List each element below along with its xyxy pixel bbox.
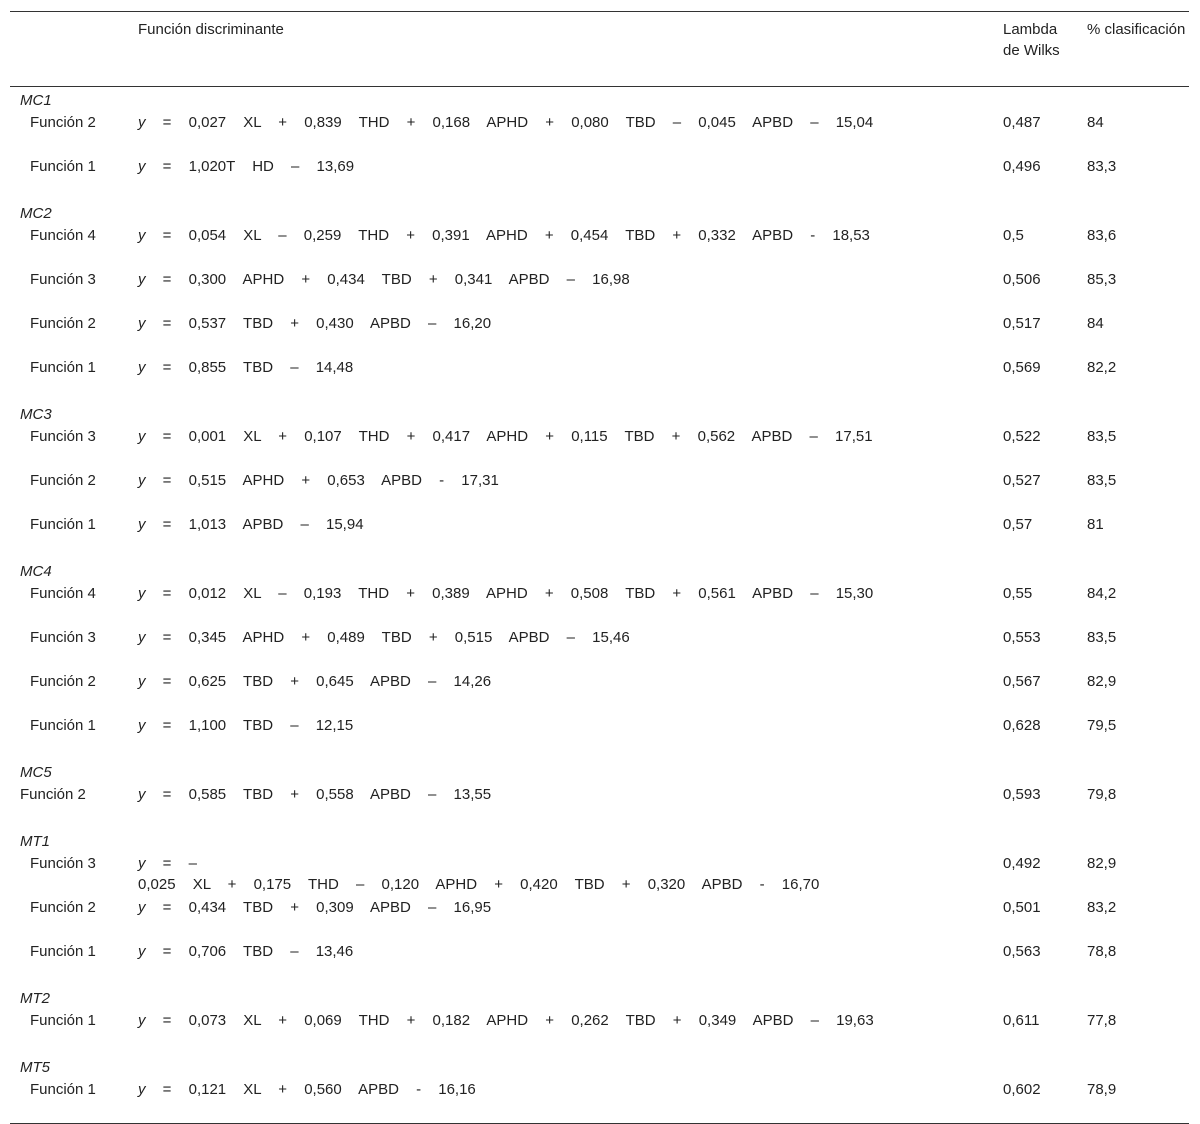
equation-cell	[128, 470, 993, 514]
group-label: MC4	[20, 563, 52, 580]
function-name: Función 1	[30, 516, 96, 533]
function-name: Función 2	[30, 315, 96, 332]
equation-text: = 0,027 XL + 0,839 THD + 0,168 APHD + 0,080 TBD – 0,045 APBD – 15,04	[162, 114, 874, 131]
classification-pct: 84	[1087, 114, 1104, 131]
table-row	[10, 269, 1189, 313]
function-name: Función 3	[30, 629, 96, 646]
y-symbol: y	[138, 629, 146, 646]
y-symbol: y	[138, 271, 146, 288]
equation-cell	[128, 853, 993, 897]
function-name: Función 2	[30, 899, 96, 916]
table-row	[10, 156, 1189, 200]
group-label: MC5	[20, 764, 52, 781]
classification-pct: 83,5	[1087, 629, 1117, 646]
equation-cell	[128, 897, 993, 941]
wilks-lambda: 0,527	[1003, 472, 1041, 489]
equation-cell	[128, 313, 993, 357]
y-symbol: y	[138, 899, 146, 916]
group-row	[10, 759, 1189, 784]
function-name: Función 3	[30, 855, 96, 872]
table-row	[10, 627, 1189, 671]
discriminant-table	[10, 11, 1189, 1124]
wilks-lambda: 0,55	[1003, 585, 1033, 602]
wilks-lambda: 0,57	[1003, 516, 1033, 533]
y-symbol: y	[138, 1012, 146, 1029]
classification-pct: 84,2	[1087, 585, 1117, 602]
wilks-lambda: 0,517	[1003, 315, 1041, 332]
group-label: MC2	[20, 205, 52, 222]
wilks-lambda: 0,611	[1003, 1012, 1040, 1029]
equation-text: = 0,300 APHD + 0,434 TBD + 0,341 APBD – 16,98	[162, 271, 630, 288]
equation-cell	[128, 357, 993, 401]
table-row	[10, 671, 1189, 715]
classification-pct: 85,3	[1087, 271, 1117, 288]
equation-text: = 0,121 XL + 0,560 APBD - 16,16	[162, 1081, 476, 1098]
table-row	[10, 715, 1189, 759]
equation-text: = 1,100 TBD – 12,15	[162, 717, 354, 734]
wilks-lambda: 0,487	[1003, 114, 1041, 131]
equation-cell	[128, 784, 993, 828]
table-row	[10, 514, 1189, 558]
wilks-lambda: 0,567	[1003, 673, 1041, 690]
classification-pct: 79,8	[1087, 786, 1117, 803]
wilks-lambda: 0,569	[1003, 359, 1041, 376]
group-row	[10, 828, 1189, 853]
group-row	[10, 200, 1189, 225]
y-symbol: y	[138, 472, 146, 489]
function-name: Función 3	[30, 428, 96, 445]
equation-text: = 0,054 XL – 0,259 THD + 0,391 APHD + 0,454 TBD + 0,332 APBD - 18,53	[162, 227, 870, 244]
function-name: Función 2	[20, 786, 86, 803]
equation-cell	[128, 112, 993, 156]
y-symbol: y	[138, 943, 146, 960]
classification-pct: 83,5	[1087, 428, 1117, 445]
table-row	[10, 583, 1189, 627]
table-row	[10, 941, 1189, 985]
group-row	[10, 401, 1189, 426]
function-name: Función 1	[30, 1081, 96, 1098]
equation-text: = 0,073 XL + 0,069 THD + 0,182 APHD + 0,262 TBD + 0,349 APBD – 19,63	[162, 1012, 874, 1029]
classification-pct: 83,2	[1087, 899, 1117, 916]
classification-pct: 84	[1087, 315, 1104, 332]
header-lambda: Lambda de Wilks	[993, 12, 1077, 87]
equation-cell	[128, 941, 993, 985]
classification-pct: 77,8	[1087, 1012, 1117, 1029]
group-label: MT5	[20, 1059, 50, 1076]
group-row	[10, 985, 1189, 1010]
function-name: Función 4	[30, 227, 96, 244]
table-row	[10, 313, 1189, 357]
classification-pct: 82,9	[1087, 855, 1117, 872]
table-row	[10, 1010, 1189, 1054]
classification-pct: 83,6	[1087, 227, 1117, 244]
classification-pct: 78,8	[1087, 943, 1117, 960]
equation-text: = 0,012 XL – 0,193 THD + 0,389 APHD + 0,508 TBD + 0,561 APBD – 15,30	[162, 585, 874, 602]
classification-pct: 83,5	[1087, 472, 1117, 489]
equation-cell	[128, 583, 993, 627]
classification-pct: 83,3	[1087, 158, 1117, 175]
equation-text: = 1,020T HD – 13,69	[162, 158, 355, 175]
equation-text: = – 0,025 XL + 0,175 THD – 0,120 APHD + 0,420 TBD + 0,320 APBD - 16,70	[138, 855, 820, 893]
function-name: Función 4	[30, 585, 96, 602]
group-row	[10, 1054, 1189, 1079]
wilks-lambda: 0,5	[1003, 227, 1024, 244]
equation-cell	[128, 627, 993, 671]
group-row	[10, 558, 1189, 583]
equation-text: = 1,013 APBD – 15,94	[162, 516, 364, 533]
classification-pct: 81	[1087, 516, 1104, 533]
group-label: MC1	[20, 92, 52, 109]
function-name: Función 1	[30, 717, 96, 734]
wilks-lambda: 0,593	[1003, 786, 1041, 803]
classification-pct: 82,2	[1087, 359, 1117, 376]
table-row	[10, 470, 1189, 514]
y-symbol: y	[138, 227, 146, 244]
wilks-lambda: 0,506	[1003, 271, 1041, 288]
equation-cell	[128, 225, 993, 269]
equation-text: = 0,345 APHD + 0,489 TBD + 0,515 APBD – 15,46	[162, 629, 630, 646]
y-symbol: y	[138, 428, 146, 445]
y-symbol: y	[138, 855, 146, 872]
equation-cell	[128, 1010, 993, 1054]
function-name: Función 2	[30, 673, 96, 690]
equation-cell	[128, 514, 993, 558]
y-symbol: y	[138, 585, 146, 602]
y-symbol: y	[138, 673, 146, 690]
group-label: MT2	[20, 990, 50, 1007]
y-symbol: y	[138, 114, 146, 131]
function-name: Función 1	[30, 359, 96, 376]
y-symbol: y	[138, 315, 146, 332]
equation-cell	[128, 156, 993, 200]
equation-cell	[128, 671, 993, 715]
function-name: Función 1	[30, 158, 96, 175]
classification-pct: 82,9	[1087, 673, 1117, 690]
group-label: MT1	[20, 833, 50, 850]
equation-cell	[128, 715, 993, 759]
equation-text: = 0,515 APHD + 0,653 APBD - 17,31	[162, 472, 499, 489]
classification-pct: 78,9	[1087, 1081, 1117, 1098]
y-symbol: y	[138, 516, 146, 533]
group-row	[10, 87, 1189, 113]
wilks-lambda: 0,553	[1003, 629, 1041, 646]
wilks-lambda: 0,492	[1003, 855, 1041, 872]
function-name: Función 1	[30, 1012, 96, 1029]
function-name: Función 2	[30, 472, 96, 489]
equation-cell	[128, 426, 993, 470]
header-equation: Función discriminante	[128, 12, 993, 87]
equation-text: = 0,001 XL + 0,107 THD + 0,417 APHD + 0,115 TBD + 0,562 APBD – 17,51	[162, 428, 873, 445]
y-symbol: y	[138, 717, 146, 734]
wilks-lambda: 0,602	[1003, 1081, 1041, 1098]
equation-text: = 0,537 TBD + 0,430 APBD – 16,20	[162, 315, 492, 332]
table-row	[10, 426, 1189, 470]
group-label: MC3	[20, 406, 52, 423]
equation-text: = 0,625 TBD + 0,645 APBD – 14,26	[162, 673, 492, 690]
wilks-lambda: 0,563	[1003, 943, 1041, 960]
header-classification: % clasificación	[1077, 12, 1189, 87]
equation-text: = 0,434 TBD + 0,309 APBD – 16,95	[162, 899, 492, 916]
y-symbol: y	[138, 786, 146, 803]
function-name: Función 3	[30, 271, 96, 288]
y-symbol: y	[138, 1081, 146, 1098]
header-function	[10, 12, 128, 87]
classification-pct: 79,5	[1087, 717, 1117, 734]
wilks-lambda: 0,496	[1003, 158, 1041, 175]
wilks-lambda: 0,628	[1003, 717, 1041, 734]
function-name: Función 1	[30, 943, 96, 960]
wilks-lambda: 0,522	[1003, 428, 1041, 445]
y-symbol: y	[138, 359, 146, 376]
equation-cell	[128, 269, 993, 313]
table-row	[10, 112, 1189, 156]
table-row	[10, 784, 1189, 828]
table-header-row	[10, 12, 1189, 87]
wilks-lambda: 0,501	[1003, 899, 1041, 916]
table-row	[10, 357, 1189, 401]
equation-text: = 0,706 TBD – 13,46	[162, 943, 354, 960]
table-row	[10, 225, 1189, 269]
equation-text: = 0,855 TBD – 14,48	[162, 359, 354, 376]
table-row	[10, 897, 1189, 941]
table-body	[10, 87, 1189, 1124]
y-symbol: y	[138, 158, 146, 175]
function-name: Función 2	[30, 114, 96, 131]
table-row	[10, 853, 1189, 897]
equation-text: = 0,585 TBD + 0,558 APBD – 13,55	[162, 786, 492, 803]
